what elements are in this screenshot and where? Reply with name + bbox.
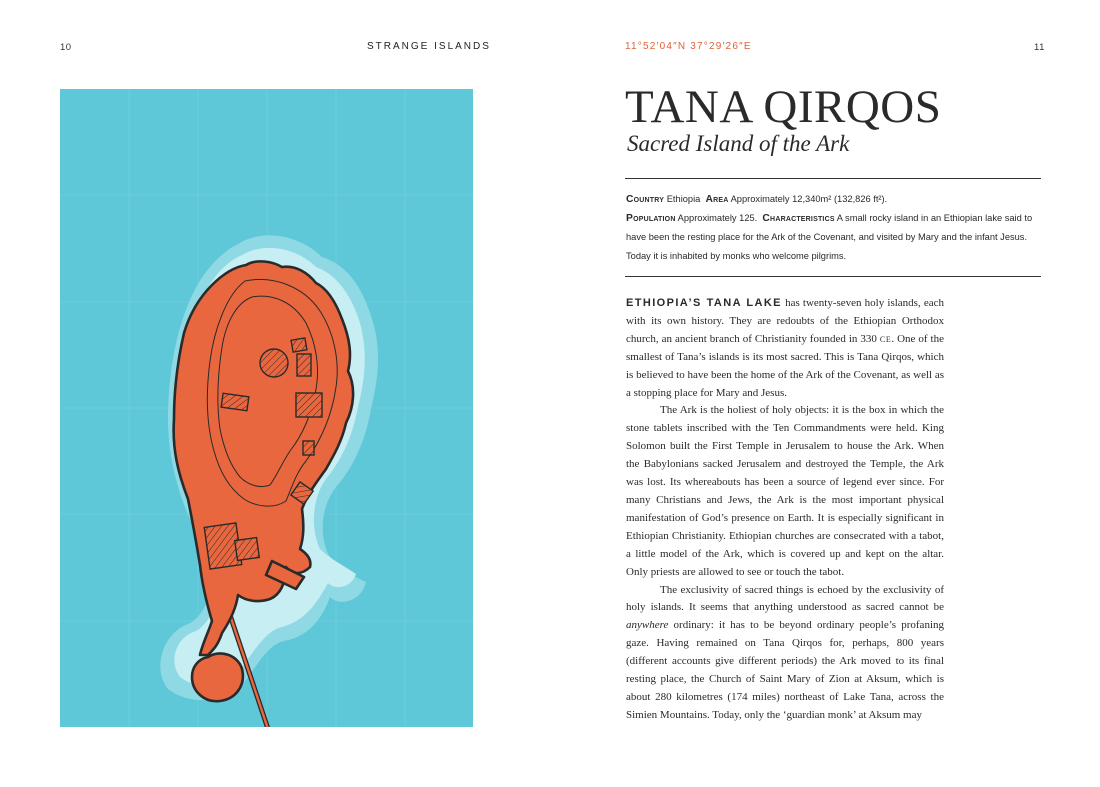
building-tiny: [303, 441, 314, 455]
fact-label-characteristics: Characteristics: [762, 213, 835, 225]
fact-value-population: Approximately 125.: [677, 213, 758, 224]
round-church: [260, 349, 288, 377]
body-paragraph-3: [626, 582, 944, 725]
fact-label-population: Population: [626, 213, 676, 225]
divider-top: [625, 178, 1041, 179]
body-paragraph-3-text-b: ordinary: it has to be beyond ordinary people’s profaning gaze. Having remained on Tana Qirqos for, perhaps, 800 years (different accounts give different periods) the Ark moved to its final resting place, the Church of Saint Mary of Zion at Aksum, which is about 280 kilometres (174 miles) northeast of Lake Tana, across the Simien Mountains. Today, only the ‘guardian monk’ at Aksum may: [626, 619, 944, 721]
divider-bottom: [625, 276, 1041, 277]
coordinates: 11°52′04″N 37°29′26″E: [625, 41, 752, 52]
body-paragraph-3-text-a: The exclusivity of sacred things is echoed by the exclusivity of holy islands. It seems that anything understood as sacred cannot be: [626, 583, 944, 614]
building-small-1: [291, 338, 307, 352]
body-paragraph-1-text-a: has twenty-seven holy islands, each with its own history. They are redoubts of the Ethiopian Orthodox church, an ancient branch of Christianity founded in 330: [626, 297, 944, 345]
fact-label-area: Area: [705, 194, 729, 205]
fact-box: [626, 190, 1040, 265]
building-small-2: [297, 354, 311, 376]
building-west: [221, 393, 249, 410]
island-map: [60, 89, 473, 727]
fact-value-area: Approximately 12,340m² (132,826 ft²).: [730, 194, 888, 204]
article-title: TANA QIRQOS: [625, 81, 942, 133]
running-head: STRANGE ISLANDS: [367, 41, 491, 52]
era-abbreviation: CE: [879, 334, 892, 344]
lead-in: ETHIOPIA’S TANA LAKE: [626, 297, 782, 309]
body-paragraph-1: [626, 295, 944, 402]
left-page-number: 10: [60, 42, 72, 53]
fact-label-country: Country: [626, 194, 665, 205]
article-body: [626, 295, 944, 725]
building-east: [296, 393, 322, 417]
article-subtitle: Sacred Island of the Ark: [627, 131, 850, 156]
body-paragraph-2: The Ark is the holiest of holy objects: it is the box in which the stone tablets inscribed with the Ten Commandments were held. King Solomon built the First Temple in Jerusalem to house the Ark. When the Babylonians sacked Jerusalem and destroyed the Temple, the Ark was lost. Its whereabouts has been a source of legend ever since. For many Christians and Jews, the Ark is the most important physical manifestation of God’s presence on Earth. It is especially significant in Ethiopian Christianity. Ethiopian churches are consecrated with a tabot, a little model of the Ark, which is covered up and kept on the altar. Only priests are allowed to see or touch the tabot.: [626, 404, 944, 578]
fact-value-country: Ethiopia: [666, 194, 701, 204]
island-map-illustration: [60, 89, 473, 727]
emphasis-anywhere: anywhere: [626, 619, 669, 632]
fact-value-characteristics: A small rocky island in an Ethiopian lake said to have been the resting place for the Ark of the Covenant, and visited by Mary and the infant Jesus. Today it is inhabited by monks who welcome pilgrims.: [626, 213, 1033, 261]
right-page-number: 11: [1034, 42, 1045, 53]
body-paragraph-1-text-b: . One of the smallest of Tana’s islands is its most sacred. This is Tana Qirqos, which is believed to have been the home of the Ark of the Covenant, as well as a stopping place for Mary and Jesus.: [626, 332, 944, 399]
building-large-2: [235, 538, 260, 561]
